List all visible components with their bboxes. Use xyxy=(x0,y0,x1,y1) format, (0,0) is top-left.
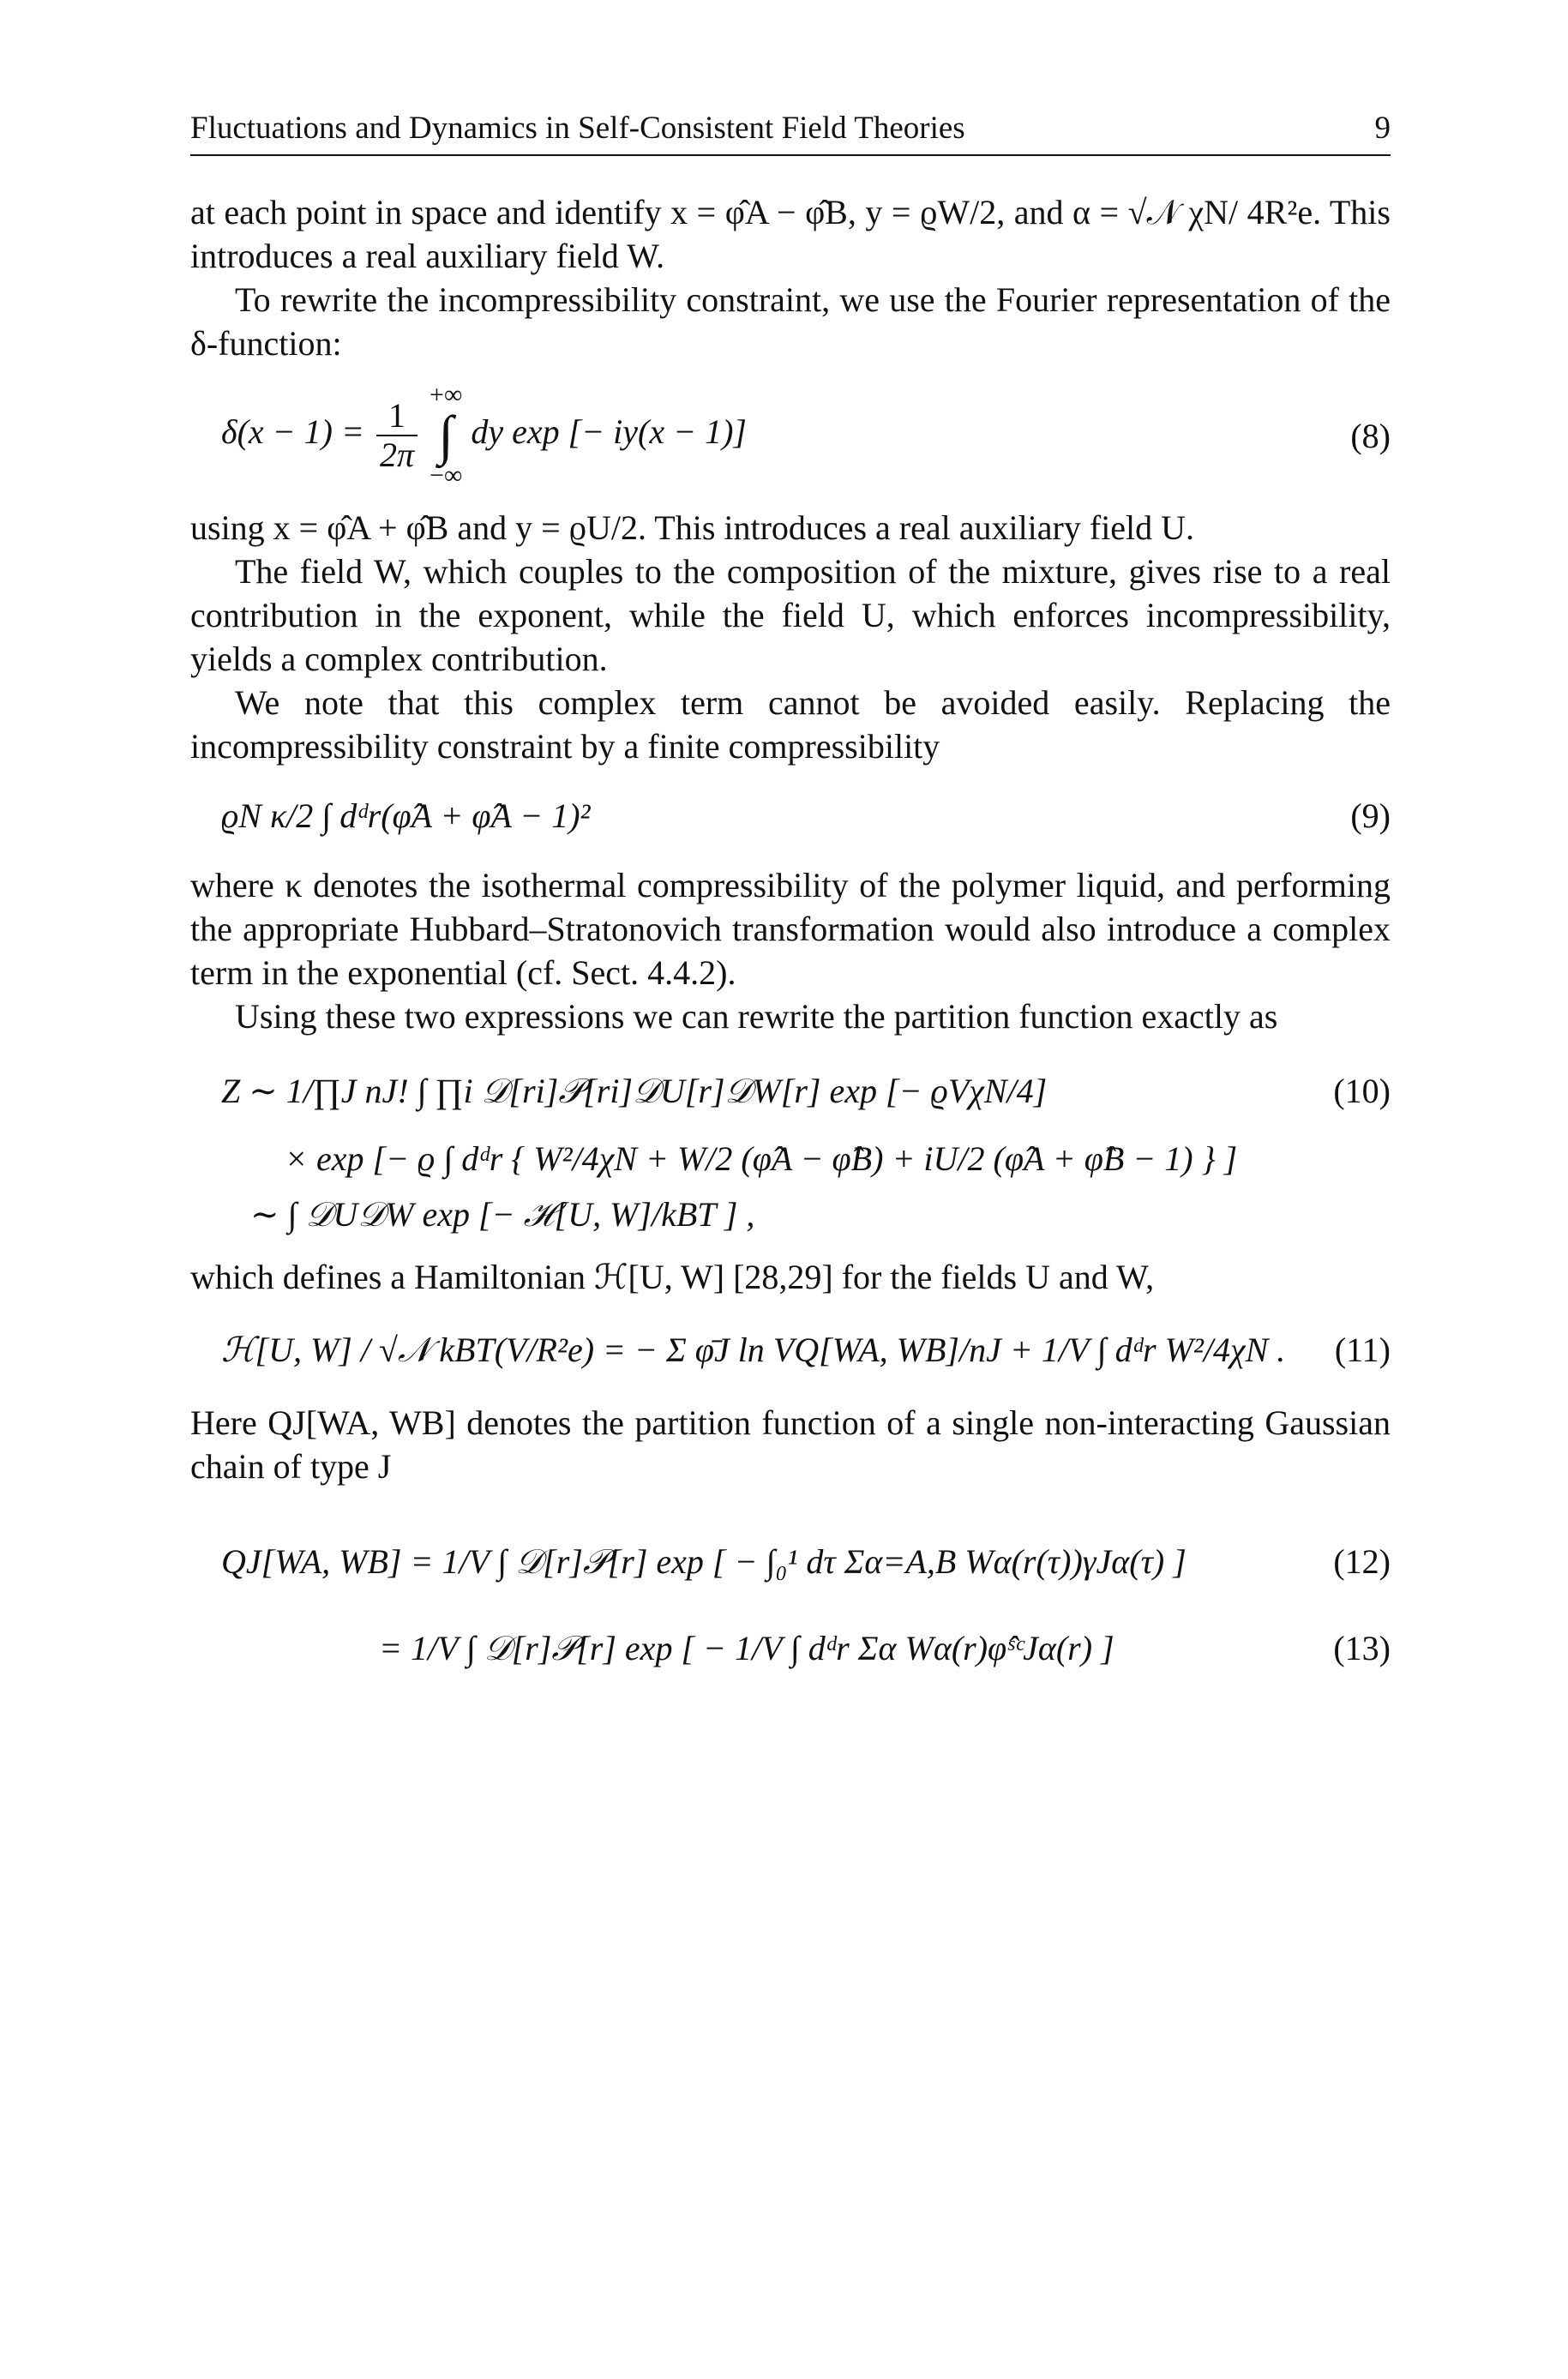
equation-11 xyxy=(190,1328,1391,1372)
eq8-lhs: δ(x − 1) = xyxy=(221,412,364,452)
equation-11-body: ℋ[U, W] / √𝒩 kBT(V/R²e) = − Σ φ̄J ln VQ[WA, WB]/nJ + 1/V ∫ dᵈr W²/4χN . xyxy=(221,1331,1286,1369)
integral-sign-icon: ∫ xyxy=(438,405,454,466)
equation-13-body: = 1/V ∫ 𝒟[r]𝒫[r] exp [ − 1/V ∫ dᵈr Σα Wα(r)φ̂ˢᶜJα(r) ] xyxy=(379,1629,1114,1667)
paragraph-6: where κ denotes the isothermal compressibility of the polymer liquid, and performing the appropriate Hubbard–Stratonovich transformation would also introduce a complex term in the exponential (cf. Sect. 4.4.2). xyxy=(190,866,1391,992)
equation-11-number: (11) xyxy=(1334,1331,1391,1369)
equation-9-body: ϱN κ/2 ∫ dᵈr(φ̂A + φ̂A − 1)² xyxy=(221,796,591,835)
eq8-fraction: $\frac{1}{2\pi}$ xyxy=(376,397,418,474)
equation-13 xyxy=(190,1626,1391,1670)
equation-13-number: (13) xyxy=(1333,1629,1391,1667)
paragraph-1: at each point in space and identify x = φ̂A − φ̂B, y = ϱW/2, and α = √𝒩 χN/ 4R²e. This introduces a real auxiliary field W. xyxy=(190,193,1391,275)
equation-12-number: (12) xyxy=(1333,1542,1391,1581)
equation-10-line-3: ∼ ∫ 𝒟U𝒟W exp [− ℋ[U, W]/kBT ] , xyxy=(250,1195,755,1234)
equation-12 xyxy=(190,1540,1391,1583)
page-number: 9 xyxy=(1374,111,1391,146)
paragraph-3: using x = φ̂A + φ̂B and y = ϱU/2. This introduces a real auxiliary field U. xyxy=(190,508,1195,547)
header-rule xyxy=(190,154,1391,156)
paragraph-4: The field W, which couples to the composition of the mixture, gives rise to a real contribution in the exponent, while the field U, which enforces incompressibility, yields a complex contribution. xyxy=(190,552,1391,678)
page-body xyxy=(190,190,1391,1713)
eq8-lower-limit: −∞ xyxy=(430,461,463,490)
paragraph-7: Using these two expressions we can rewrite the partition function exactly as xyxy=(235,997,1278,1036)
paragraph-2: To rewrite the incompressibility constraint, we use the Fourier representation of the δ-function: xyxy=(190,280,1391,363)
eq8-integral-limits xyxy=(430,381,462,490)
equation-8-body xyxy=(190,381,1313,490)
paragraph-9: Here QJ[WA, WB] denotes the partition function of a single non-interacting Gaussian chain of type J xyxy=(190,1403,1391,1486)
equation-10-line-2: × exp [− ϱ ∫ dᵈr { W²/4χN + W/2 (φ̂A − φ̂B) + iU/2 (φ̂A + φ̂B − 1) } ] xyxy=(285,1139,1238,1178)
eq8-upper-limit: +∞ xyxy=(430,381,463,409)
equation-8-number: (8) xyxy=(1350,416,1391,455)
equation-8 xyxy=(190,381,1391,490)
eq8-rhs: dy exp [− iy(x − 1)] xyxy=(471,412,747,452)
equation-9 xyxy=(190,794,1391,838)
equation-10-line-1: Z ∼ 1/∏J nJ! ∫ ∏i 𝒟[ri]𝒫[ri]𝒟U[r]𝒟W[r] exp [− ϱVχN/4] xyxy=(221,1072,1048,1110)
running-header xyxy=(190,110,1391,154)
running-title: Fluctuations and Dynamics in Self-Consistent Field Theories xyxy=(190,111,965,146)
equation-9-number: (9) xyxy=(1350,796,1391,835)
equation-10-number: (10) xyxy=(1333,1072,1391,1110)
equation-12-body: QJ[WA, WB] = 1/V ∫ 𝒟[r]𝒫[r] exp [ − ∫₀¹ dτ Σα=A,B Wα(r(τ))γJα(τ) ] xyxy=(221,1542,1187,1581)
paragraph-5: We note that this complex term cannot be avoided easily. Replacing the incompressibility constraint by a finite compressibility xyxy=(190,683,1391,766)
paragraph-8: which defines a Hamiltonian ℋ[U, W] [28,29] for the fields U and W, xyxy=(190,1258,1155,1296)
equation-10 xyxy=(190,1057,1391,1236)
